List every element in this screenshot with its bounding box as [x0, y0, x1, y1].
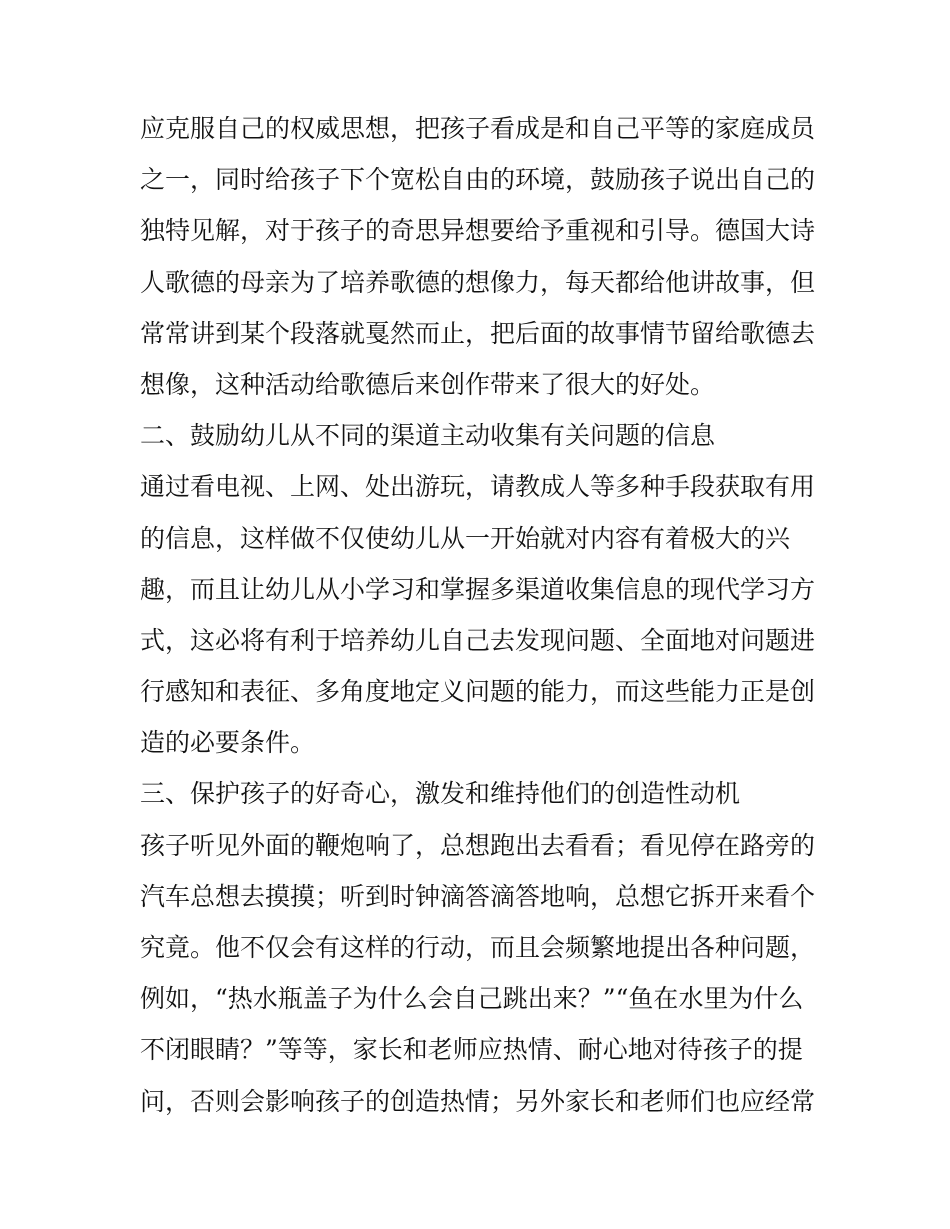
text-line: 孩子听见外面的鞭炮响了，总想跑出去看看；看见停在路旁的 [140, 830, 816, 860]
text-line: 人歌德的母亲为了培养歌德的想像力，每天都给他讲故事，但 [140, 267, 816, 297]
text-line: 通过看电视、上网、处出游玩，请教成人等多种手段获取有用 [140, 472, 816, 502]
text-line: 独特见解，对于孩子的奇思异想要给予重视和引导。德国大诗 [140, 216, 816, 246]
text-line: 汽车总想去摸摸；听到时钟滴答滴答地响，总想它拆开来看个 [140, 881, 816, 911]
text-line: 例如，“热水瓶盖子为什么会自己跳出来？”“鱼在水里为什么 [140, 984, 804, 1014]
text-line: 想像，这种活动给歌德后来创作带来了很大的好处。 [140, 369, 716, 399]
text-line: 趣，而且让幼儿从小学习和掌握多渠道收集信息的现代学习方 [140, 574, 816, 604]
text-line: 常常讲到某个段落就戛然而止，把后面的故事情节留给歌德去 [140, 318, 816, 348]
text-line: 之一，同时给孩子下个宽松自由的环境，鼓励孩子说出自己的 [140, 165, 816, 195]
text-line: 不闭眼睛？”等等，家长和老师应热情、耐心地对待孩子的提 [140, 1035, 803, 1065]
text-line: 行感知和表征、多角度地定义问题的能力，而这些能力正是创 [140, 677, 816, 707]
section-heading-3: 三、保护孩子的好奇心，激发和维持他们的创造性动机 [140, 779, 741, 809]
text-line: 式，这必将有利于培养幼儿自己去发现问题、全面地对问题进 [140, 625, 816, 655]
section-heading-2: 二、鼓励幼儿从不同的渠道主动收集有关问题的信息 [140, 421, 716, 451]
text-line: 应克服自己的权威思想，把孩子看成是和自己平等的家庭成员 [140, 114, 816, 143]
text-line: 造的必要条件。 [140, 728, 316, 758]
body-text [140, 103, 820, 1127]
text-line: 问，否则会影响孩子的创造热情；另外家长和老师们也应经常 [140, 1086, 816, 1116]
text-line: 的信息，这样做不仅使幼儿从一开始就对内容有着极大的兴 [140, 523, 791, 553]
text-line: 究竟。他不仅会有这样的行动，而且会频繁地提出各种问题， [140, 933, 816, 962]
